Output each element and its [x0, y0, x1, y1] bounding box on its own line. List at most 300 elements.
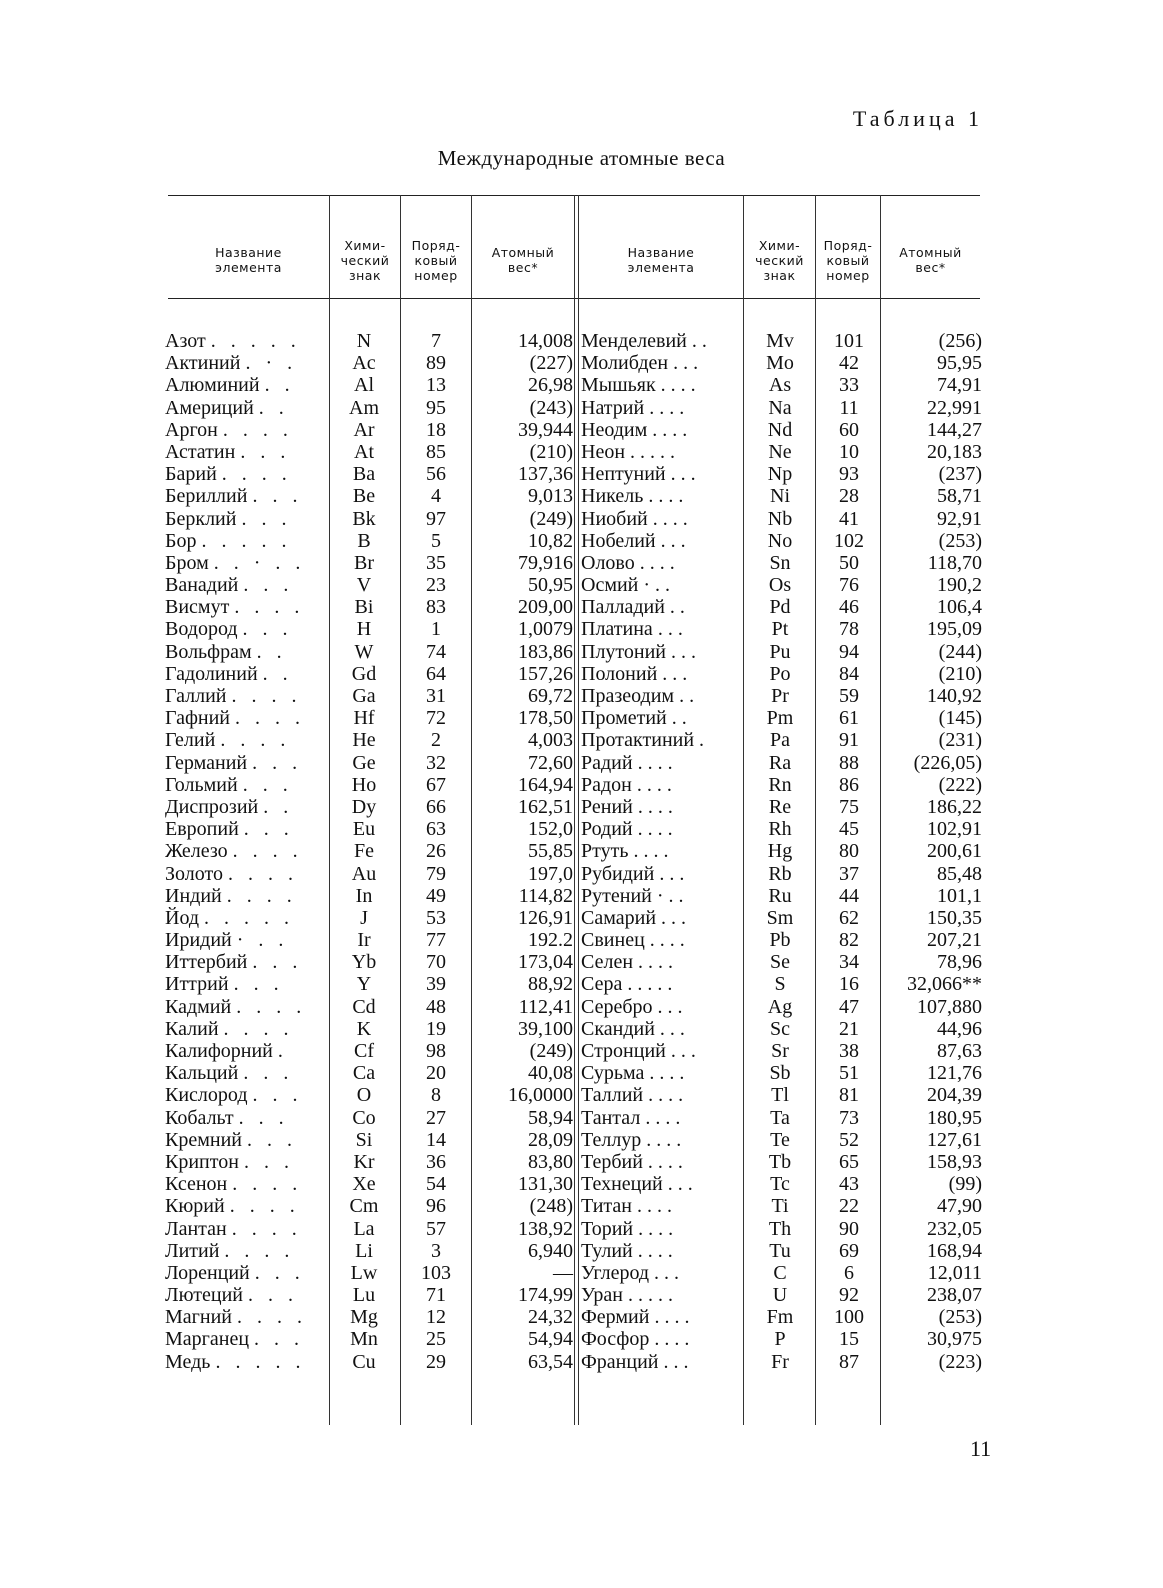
element-weight: 162,51 — [518, 795, 573, 818]
element-weight: 118,70 — [927, 551, 982, 574]
leader-dots: . . . — [246, 1128, 297, 1151]
element-name — [581, 1151, 743, 1173]
element-number: 63 — [426, 818, 446, 841]
table-label: Таблица 1 — [852, 106, 983, 131]
leader-dots: . . — [264, 374, 295, 397]
element-number: 74 — [426, 640, 446, 663]
element-name-text: Лантан — [165, 1217, 227, 1240]
element-weight: 55,85 — [528, 840, 573, 863]
element-symbol: Ac — [352, 352, 376, 375]
leader-dots: . . . — [254, 1328, 305, 1351]
element-symbol: S — [774, 973, 786, 996]
element-number: 98 — [426, 1040, 446, 1062]
element-weight: 174,99 — [518, 1284, 573, 1307]
element-weight: (237) — [938, 463, 982, 486]
element-weight: 114,82 — [518, 884, 573, 907]
element-number: 2 — [431, 729, 441, 752]
element-number: 16 — [839, 973, 859, 996]
element-symbol: Mv — [766, 330, 794, 352]
element-name-text: Уран — [581, 1284, 623, 1307]
element-name — [165, 729, 323, 751]
element-number: 79 — [426, 862, 446, 885]
element-weight: 180,95 — [927, 1106, 982, 1129]
element-symbol: H — [356, 618, 372, 641]
table-row — [165, 352, 982, 375]
element-weight: 87,63 — [937, 1040, 982, 1062]
element-symbol: Te — [770, 1128, 790, 1151]
element-name — [165, 618, 323, 640]
leader-dots: . . . — [654, 1261, 680, 1284]
element-name-text: Неодим — [581, 418, 648, 441]
leader-dots: . . . . — [636, 773, 672, 796]
element-name-text: Вольфрам — [165, 640, 252, 663]
leader-dots: . . . — [659, 1017, 685, 1040]
element-name-text: Йод — [165, 906, 200, 929]
element-number: 57 — [426, 1217, 446, 1240]
element-symbol: Lu — [352, 1284, 376, 1307]
leader-dots: . . . . — [646, 1128, 682, 1151]
element-symbol: Ne — [768, 440, 792, 463]
element-number: 32 — [426, 751, 446, 774]
element-number: 59 — [839, 685, 859, 707]
element-weight: (210) — [938, 662, 982, 685]
element-symbol: Si — [355, 1128, 373, 1151]
element-symbol: Fr — [771, 1350, 789, 1373]
element-weight: 40,08 — [528, 1062, 573, 1085]
element-symbol: Bi — [354, 596, 374, 619]
element-name — [165, 1306, 323, 1328]
element-number: 82 — [839, 929, 859, 952]
table-row — [165, 640, 982, 663]
table-row — [165, 507, 982, 530]
element-name-text: Прометий — [581, 707, 667, 730]
element-number: 10 — [839, 440, 859, 463]
leader-dots: · . . — [656, 884, 684, 907]
table-row — [165, 596, 982, 619]
element-symbol: Pu — [769, 640, 791, 663]
element-number: 37 — [839, 862, 859, 885]
leader-dots: · . . — [236, 929, 289, 952]
leader-dots: . . — [262, 662, 293, 685]
element-name-text: Индий — [165, 884, 222, 907]
element-name-text: Галлий — [165, 685, 227, 707]
table-row — [165, 729, 982, 752]
leader-dots: . . . . — [231, 685, 302, 707]
leader-dots: . . . — [670, 463, 696, 486]
leader-dots: . . . . — [229, 1195, 300, 1218]
leader-dots: . . . . — [652, 507, 688, 530]
element-name — [581, 1040, 743, 1062]
table-row — [165, 1106, 982, 1129]
element-number: 38 — [839, 1040, 859, 1062]
element-symbol: Pr — [771, 685, 789, 707]
element-symbol: N — [356, 330, 372, 352]
element-number: 1 — [431, 618, 441, 641]
element-number: 88 — [839, 751, 859, 774]
element-symbol: Rn — [768, 773, 792, 796]
element-symbol: Ca — [352, 1062, 376, 1085]
element-name — [581, 1218, 743, 1240]
table-row — [165, 795, 982, 818]
element-weight: 58,71 — [937, 485, 982, 508]
table-row — [165, 1261, 982, 1284]
leader-dots: . . · . . — [213, 551, 306, 574]
leader-dots: . — [277, 1040, 288, 1062]
element-symbol: Mo — [766, 352, 794, 375]
element-weight: 168,94 — [927, 1239, 982, 1262]
leader-dots: . . . . — [236, 995, 307, 1018]
element-name-text: Нептуний — [581, 463, 666, 486]
table-row — [165, 818, 982, 841]
table-row — [165, 773, 982, 796]
element-name-text: Селен — [581, 951, 634, 974]
element-number: 94 — [839, 640, 859, 663]
element-name — [165, 463, 323, 485]
table-row — [165, 840, 982, 863]
element-symbol: Xe — [352, 1173, 376, 1196]
element-number: 54 — [426, 1173, 446, 1196]
element-name — [581, 973, 743, 995]
leader-dots: . . . . — [231, 1217, 302, 1240]
header-symbol-2: Хими- ческий знак — [755, 237, 804, 283]
element-number: 6 — [844, 1261, 854, 1284]
element-name-text: Тулий — [581, 1239, 633, 1262]
element-weight: 92,91 — [937, 507, 982, 530]
element-symbol: Yb — [351, 951, 377, 974]
leader-dots: . . . . — [649, 929, 685, 952]
leader-dots: . . . . — [648, 1084, 684, 1107]
element-name-text: Диспрозий — [165, 795, 259, 818]
element-symbol: Ta — [770, 1106, 790, 1129]
element-name-text: Полоний — [581, 662, 658, 685]
element-weight: (244) — [938, 640, 982, 663]
element-name — [165, 397, 323, 419]
element-name — [581, 397, 743, 419]
element-number: 92 — [839, 1284, 859, 1307]
element-name — [581, 1018, 743, 1040]
leader-dots: . . . — [673, 352, 699, 375]
element-symbol: Ra — [768, 751, 792, 774]
table-row — [165, 929, 982, 952]
element-name — [165, 641, 323, 663]
element-name-text: Магний — [165, 1306, 232, 1329]
element-name — [581, 574, 743, 596]
leader-dots: . . . . — [232, 1173, 303, 1196]
element-name — [581, 929, 743, 951]
element-name — [165, 1262, 323, 1284]
element-weight: 20,183 — [927, 440, 982, 463]
element-name-text: Криптон — [165, 1150, 239, 1173]
element-weight: 150,35 — [927, 906, 982, 929]
element-weight: 178,50 — [518, 707, 573, 730]
element-number: 76 — [839, 574, 859, 597]
element-number: 83 — [426, 596, 446, 619]
atomic-weights-table — [165, 195, 982, 1425]
element-symbol: Pa — [770, 729, 790, 752]
element-name — [581, 1306, 743, 1328]
element-name-text: Калифорний — [165, 1040, 273, 1062]
table-row — [165, 618, 982, 641]
leader-dots: . . . . — [221, 463, 292, 486]
element-weight: 30,975 — [927, 1328, 982, 1351]
element-symbol: Nd — [767, 418, 793, 441]
element-symbol: B — [357, 529, 371, 552]
element-number: 13 — [426, 374, 446, 397]
table-row — [165, 951, 982, 974]
element-symbol: Y — [356, 973, 372, 996]
element-number: 43 — [839, 1173, 859, 1196]
element-name-text: Теллур — [581, 1128, 642, 1151]
element-name-text: Бром — [165, 551, 209, 574]
header-symbol: Хими- ческий знак — [340, 237, 390, 283]
element-name-text: Водород — [165, 618, 238, 641]
leader-dots: . . . . . — [204, 906, 295, 929]
leader-dots: . . . . — [637, 751, 673, 774]
element-name — [581, 996, 743, 1018]
element-symbol: Ba — [352, 463, 376, 486]
element-name — [165, 1040, 323, 1062]
leader-dots: . . . . — [654, 1306, 690, 1329]
table-row — [165, 1217, 982, 1240]
table-row — [165, 662, 982, 685]
element-number: 81 — [839, 1084, 859, 1107]
leader-dots: . . . — [247, 1284, 298, 1307]
element-name — [165, 1084, 323, 1106]
element-symbol: Se — [770, 951, 790, 974]
element-number: 41 — [839, 507, 859, 530]
element-number: 91 — [839, 729, 859, 752]
element-weight: 112,41 — [518, 995, 573, 1018]
element-name — [165, 352, 323, 374]
element-symbol: Ho — [351, 773, 377, 796]
element-symbol: Pb — [769, 929, 791, 952]
element-weight: 121,76 — [927, 1062, 982, 1085]
element-name-text: Рутений — [581, 884, 652, 907]
element-number: 77 — [426, 929, 446, 952]
element-name-text: Палладий — [581, 596, 665, 619]
element-symbol: Ag — [767, 995, 793, 1018]
leader-dots: . . . . — [638, 1217, 674, 1240]
element-name-text: Висмут — [165, 596, 230, 619]
element-name-text: Осмий — [581, 574, 639, 597]
element-number: 21 — [839, 1017, 859, 1040]
element-weight: 74,91 — [937, 374, 982, 397]
element-symbol: Mg — [350, 1306, 378, 1329]
element-weight: 140,92 — [927, 685, 982, 707]
leader-dots: . . . — [252, 1084, 303, 1107]
element-symbol: Mn — [350, 1328, 378, 1351]
element-name — [165, 552, 323, 574]
element-name-text: Берклий — [165, 507, 237, 530]
element-weight: 26,98 — [528, 374, 573, 397]
element-symbol: Cd — [352, 995, 376, 1018]
leader-dots: . . — [679, 685, 695, 707]
element-number: 93 — [839, 463, 859, 486]
table-row — [165, 418, 982, 441]
leader-dots: . . . . — [637, 1239, 673, 1262]
element-number: 19 — [426, 1017, 446, 1040]
table-row — [165, 529, 982, 552]
element-name — [165, 374, 323, 396]
element-name-text: Кальций — [165, 1062, 239, 1085]
element-weight: 158,93 — [927, 1150, 982, 1173]
element-symbol: Np — [767, 463, 793, 486]
leader-dots: . . . . — [235, 707, 306, 730]
table-row — [165, 330, 982, 352]
element-number: 39 — [426, 973, 446, 996]
leader-dots: . · . — [245, 352, 298, 375]
leader-dots: . . . . — [660, 374, 696, 397]
table-row — [165, 906, 982, 929]
element-symbol: Sc — [770, 1017, 790, 1040]
element-number: 72 — [426, 707, 446, 730]
leader-dots: . . . . — [637, 795, 673, 818]
element-weight: (222) — [938, 773, 982, 796]
element-name-text: Свинец — [581, 929, 645, 952]
element-weight: 127,61 — [927, 1128, 982, 1151]
table-row — [165, 1084, 982, 1107]
table-row — [165, 1306, 982, 1329]
element-name-text: Лютеций — [165, 1284, 243, 1307]
element-number: 96 — [426, 1195, 446, 1218]
element-weight: 9,013 — [528, 485, 573, 508]
table-row — [165, 1062, 982, 1085]
element-number: 75 — [839, 795, 859, 818]
element-symbol: P — [774, 1328, 786, 1351]
element-number: 50 — [839, 551, 859, 574]
element-weight: 157,26 — [518, 662, 573, 685]
leader-dots: . . . . — [652, 418, 688, 441]
element-number: 78 — [839, 618, 859, 641]
element-name — [581, 774, 743, 796]
table-row — [165, 1239, 982, 1262]
leader-dots: . . . . — [224, 1239, 295, 1262]
element-name — [581, 863, 743, 885]
element-weight: 144,27 — [927, 418, 982, 441]
element-name-text: Бериллий — [165, 485, 248, 508]
leader-dots: . . . — [252, 951, 303, 974]
element-number: 44 — [839, 884, 859, 907]
element-name — [581, 1240, 743, 1262]
leader-dots: . . — [258, 396, 289, 419]
header-weight: Атомный вес* — [491, 245, 555, 275]
element-number: 56 — [426, 463, 446, 486]
element-symbol: Pd — [769, 596, 791, 619]
header-name: Название элемента — [215, 245, 282, 275]
element-number: 25 — [426, 1328, 446, 1351]
element-symbol: Gd — [351, 662, 377, 685]
element-name — [165, 1328, 323, 1350]
element-name-text: Протактиний — [581, 729, 695, 752]
element-name-text: Фосфор — [581, 1328, 650, 1351]
element-symbol: Ge — [352, 751, 376, 774]
element-weight: 173,04 — [518, 951, 573, 974]
leader-dots: . . . . — [647, 1150, 683, 1173]
leader-dots: . . . . . — [630, 440, 676, 463]
leader-dots: . . . — [254, 1261, 305, 1284]
element-weight: 137,36 — [518, 463, 573, 486]
leader-dots: . . . . — [232, 840, 303, 863]
element-weight: 58,94 — [528, 1106, 573, 1129]
element-weight: (253) — [938, 529, 982, 552]
leader-dots: . . . — [661, 906, 687, 929]
element-name — [581, 951, 743, 973]
element-weight: (243) — [529, 396, 573, 419]
element-weight: (226,05) — [913, 751, 982, 774]
element-name-text: Титан — [581, 1195, 632, 1218]
element-number: 15 — [839, 1328, 859, 1351]
element-number: 60 — [839, 418, 859, 441]
leader-dots: . . . . — [645, 1106, 681, 1129]
element-number: 4 — [431, 485, 441, 508]
element-name-text: Иттербий — [165, 951, 248, 974]
element-name-text: Тербий — [581, 1150, 643, 1173]
table-row — [165, 485, 982, 508]
table-row — [165, 440, 982, 463]
element-symbol: Ru — [768, 884, 792, 907]
element-weight: 95,95 — [937, 352, 982, 375]
element-name-text: Радон — [581, 773, 632, 796]
element-name-text: Иттрий — [165, 973, 229, 996]
element-name — [165, 508, 323, 530]
element-symbol: Fe — [354, 840, 374, 863]
element-symbol: In — [355, 884, 373, 907]
element-name — [165, 1284, 323, 1306]
element-symbol: Ar — [353, 418, 375, 441]
element-symbol: Sr — [771, 1040, 789, 1062]
element-weight: 207,21 — [927, 929, 982, 952]
element-name — [165, 796, 323, 818]
element-weight: 85,48 — [937, 862, 982, 885]
element-name-text: Кобальт — [165, 1106, 234, 1129]
leader-dots: . . . . — [637, 1195, 672, 1218]
element-name — [165, 818, 323, 840]
element-symbol: Am — [349, 396, 379, 419]
element-name-text: Астатин — [165, 440, 236, 463]
element-name-text: Стронций — [581, 1040, 666, 1062]
leader-dots: . . . — [671, 640, 697, 663]
element-symbol: Ga — [352, 685, 376, 707]
leader-dots: . . . . — [638, 951, 674, 974]
element-name — [165, 441, 323, 463]
element-name — [581, 752, 743, 774]
table-row — [165, 463, 982, 486]
element-name — [581, 796, 743, 818]
element-name — [165, 752, 323, 774]
element-weight: 39,100 — [518, 1017, 573, 1040]
page-number: 11 — [970, 1436, 992, 1461]
element-weight: 4,003 — [528, 729, 573, 752]
element-name — [581, 1284, 743, 1306]
element-name — [165, 996, 323, 1018]
element-symbol: Nb — [767, 507, 793, 530]
element-weight: 102,91 — [927, 818, 982, 841]
element-number: 61 — [839, 707, 859, 730]
element-name-text: Алюминий — [165, 374, 260, 397]
element-name-text: Гафний — [165, 707, 231, 730]
table-row — [165, 1017, 982, 1040]
element-symbol: Br — [354, 551, 374, 574]
element-number: 64 — [426, 662, 446, 685]
leader-dots: . . . — [252, 751, 303, 774]
element-number: 48 — [426, 995, 446, 1018]
element-name — [165, 1195, 323, 1217]
element-name — [165, 1173, 323, 1195]
element-name — [581, 596, 743, 618]
element-name-text: Никель — [581, 485, 644, 508]
leader-dots: . . . . — [639, 551, 675, 574]
element-name — [581, 818, 743, 840]
